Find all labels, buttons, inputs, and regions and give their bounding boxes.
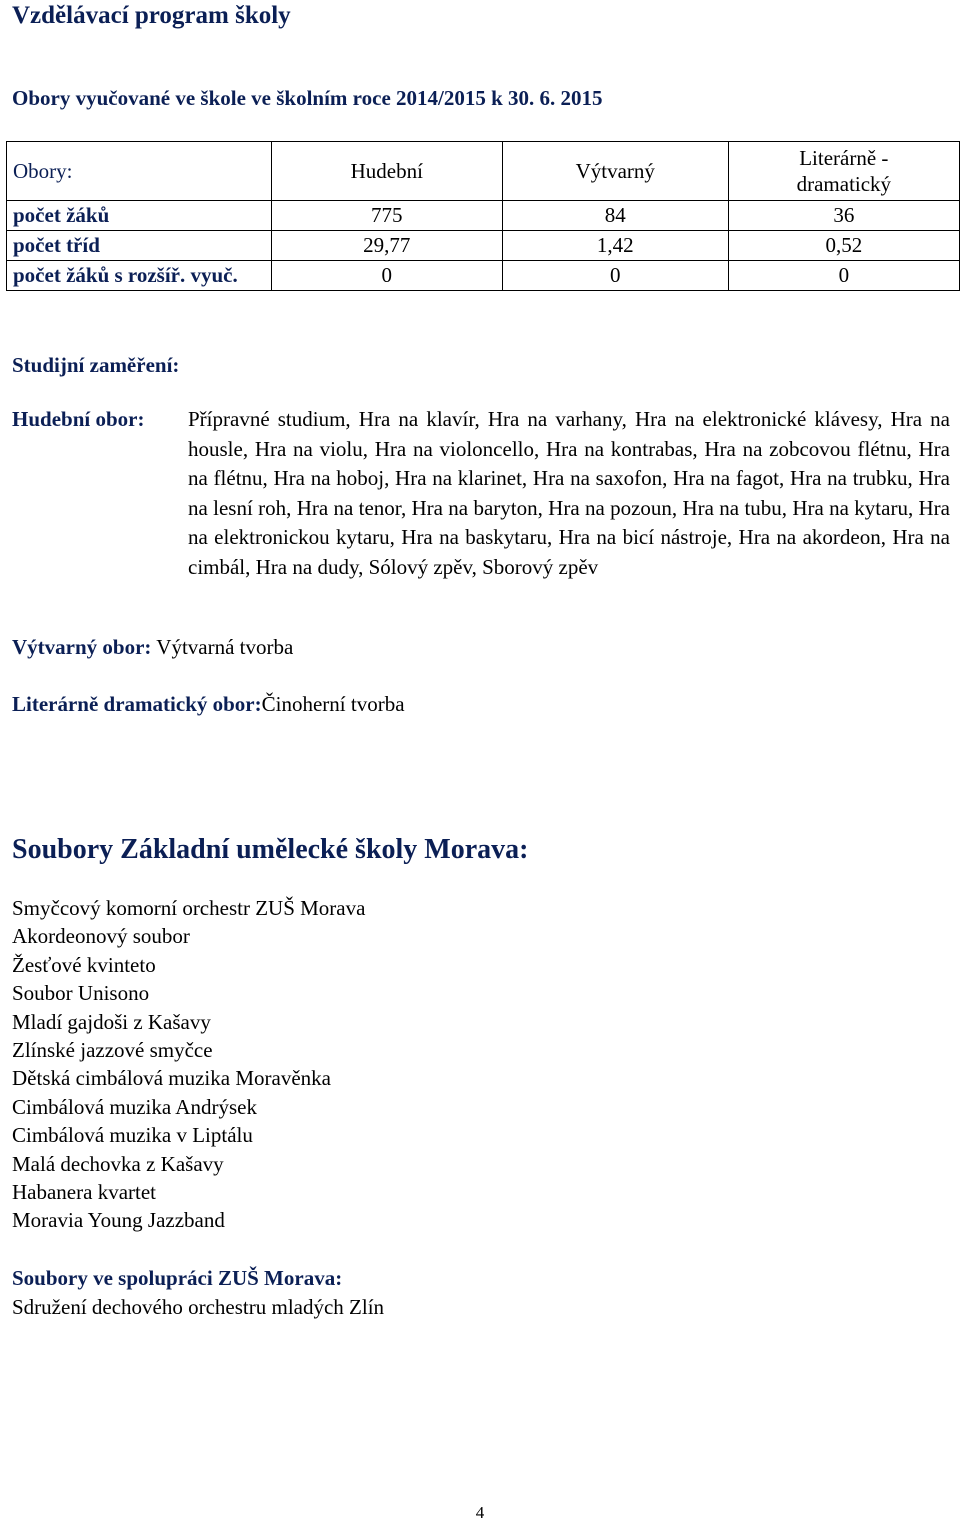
column-header-drama: [728, 142, 959, 201]
stats-header-row: [7, 142, 960, 201]
table-cell: 84: [502, 201, 728, 231]
page-title: Vzdělávací program školy: [12, 2, 291, 29]
list-item: Moravia Young Jazzband: [12, 1208, 225, 1233]
table-cell: 0: [728, 261, 959, 291]
ensembles-heading: Soubory Základní umělecké školy Morava:: [12, 834, 529, 865]
cooperation-heading: Soubory ve spolupráci ZUŠ Morava:: [12, 1266, 343, 1290]
drama-field-text: Činoherní tvorba: [261, 692, 405, 716]
row-label: počet žáků: [7, 201, 272, 231]
list-item: Soubor Unisono: [12, 981, 150, 1006]
table-row: [7, 201, 960, 231]
ensembles-list: [12, 894, 365, 1235]
list-item: Habanera kvartet: [12, 1180, 156, 1205]
table-cell: 1,42: [502, 231, 728, 261]
list-item: Smyčcový komorní orchestr ZUŠ Morava: [12, 896, 366, 920]
table-cell: 775: [271, 201, 502, 231]
stats-table: [6, 141, 960, 291]
row-label: počet tříd: [7, 231, 272, 261]
table-cell: 0: [271, 261, 502, 291]
list-item: Dětská cimbálová muzika Moravěnka: [12, 1066, 331, 1091]
drama-field: [12, 690, 405, 719]
table-row: [7, 231, 960, 261]
visual-field: [12, 633, 293, 662]
list-item: Mladí gajdoši z Kašavy: [12, 1009, 211, 1034]
list-item: Malá dechovka z Kašavy: [12, 1151, 224, 1176]
list-item: Cimbálová muzika v Liptálu: [12, 1123, 253, 1148]
music-field: [12, 405, 950, 582]
music-field-text: Přípravné studium, Hra na klavír, Hra na varhany, Hra na elektronické klávesy, Hra na housle, Hra na violu, Hra na violoncello, Hra na kontrabas, Hra na zobcovou flétnu, Hra na flétnu, Hra na hoboj, Hra na klarinet, Hra na saxofon, Hra na fagot, Hra na trubku, Hra na lesní roh, Hra na tenor, Hra na baryton, Hra na pozoun, Hra na tubu, Hra na kytaru, Hra na elektronickou kytaru, Hra na baskytaru, Hra na bicí nástroje, Hra na akordeon, Hra na cimbál, Hra na dudy, Sólový zpěv, Sborový zpěv: [188, 407, 950, 579]
visual-field-label: Výtvarný obor:: [12, 635, 152, 659]
list-item: Akordeonový soubor: [12, 924, 190, 949]
visual-field-text: Výtvarná tvorba: [156, 635, 294, 659]
list-item: Žesťové kvinteto: [12, 952, 156, 977]
focus-heading: Studijní zaměření:: [12, 353, 180, 377]
column-header-drama-text: Literárně - dramatický: [796, 146, 892, 196]
table-cell: 0,52: [728, 231, 959, 261]
section-subtitle: Obory vyučované ve škole ve školním roce 2014/2015 k 30. 6. 2015: [12, 86, 603, 110]
column-header-visual: Výtvarný: [502, 142, 728, 201]
music-field-label: Hudební obor:: [12, 407, 145, 431]
stats-header-label: Obory:: [7, 142, 272, 201]
list-item: Zlínské jazzové smyčce: [12, 1038, 213, 1063]
row-label: počet žáků s rozšíř. vyuč.: [7, 261, 272, 291]
column-header-music: Hudební: [271, 142, 502, 201]
table-cell: 0: [502, 261, 728, 291]
page-number: 4: [475, 1503, 485, 1522]
list-item: Cimbálová muzika Andrýsek: [12, 1094, 257, 1119]
table-cell: 29,77: [271, 231, 502, 261]
table-row: [7, 261, 960, 291]
cooperation-item: Sdružení dechového orchestru mladých Zlín: [12, 1295, 385, 1319]
drama-field-label: Literárně dramatický obor:: [12, 692, 262, 716]
table-cell: 36: [728, 201, 959, 231]
